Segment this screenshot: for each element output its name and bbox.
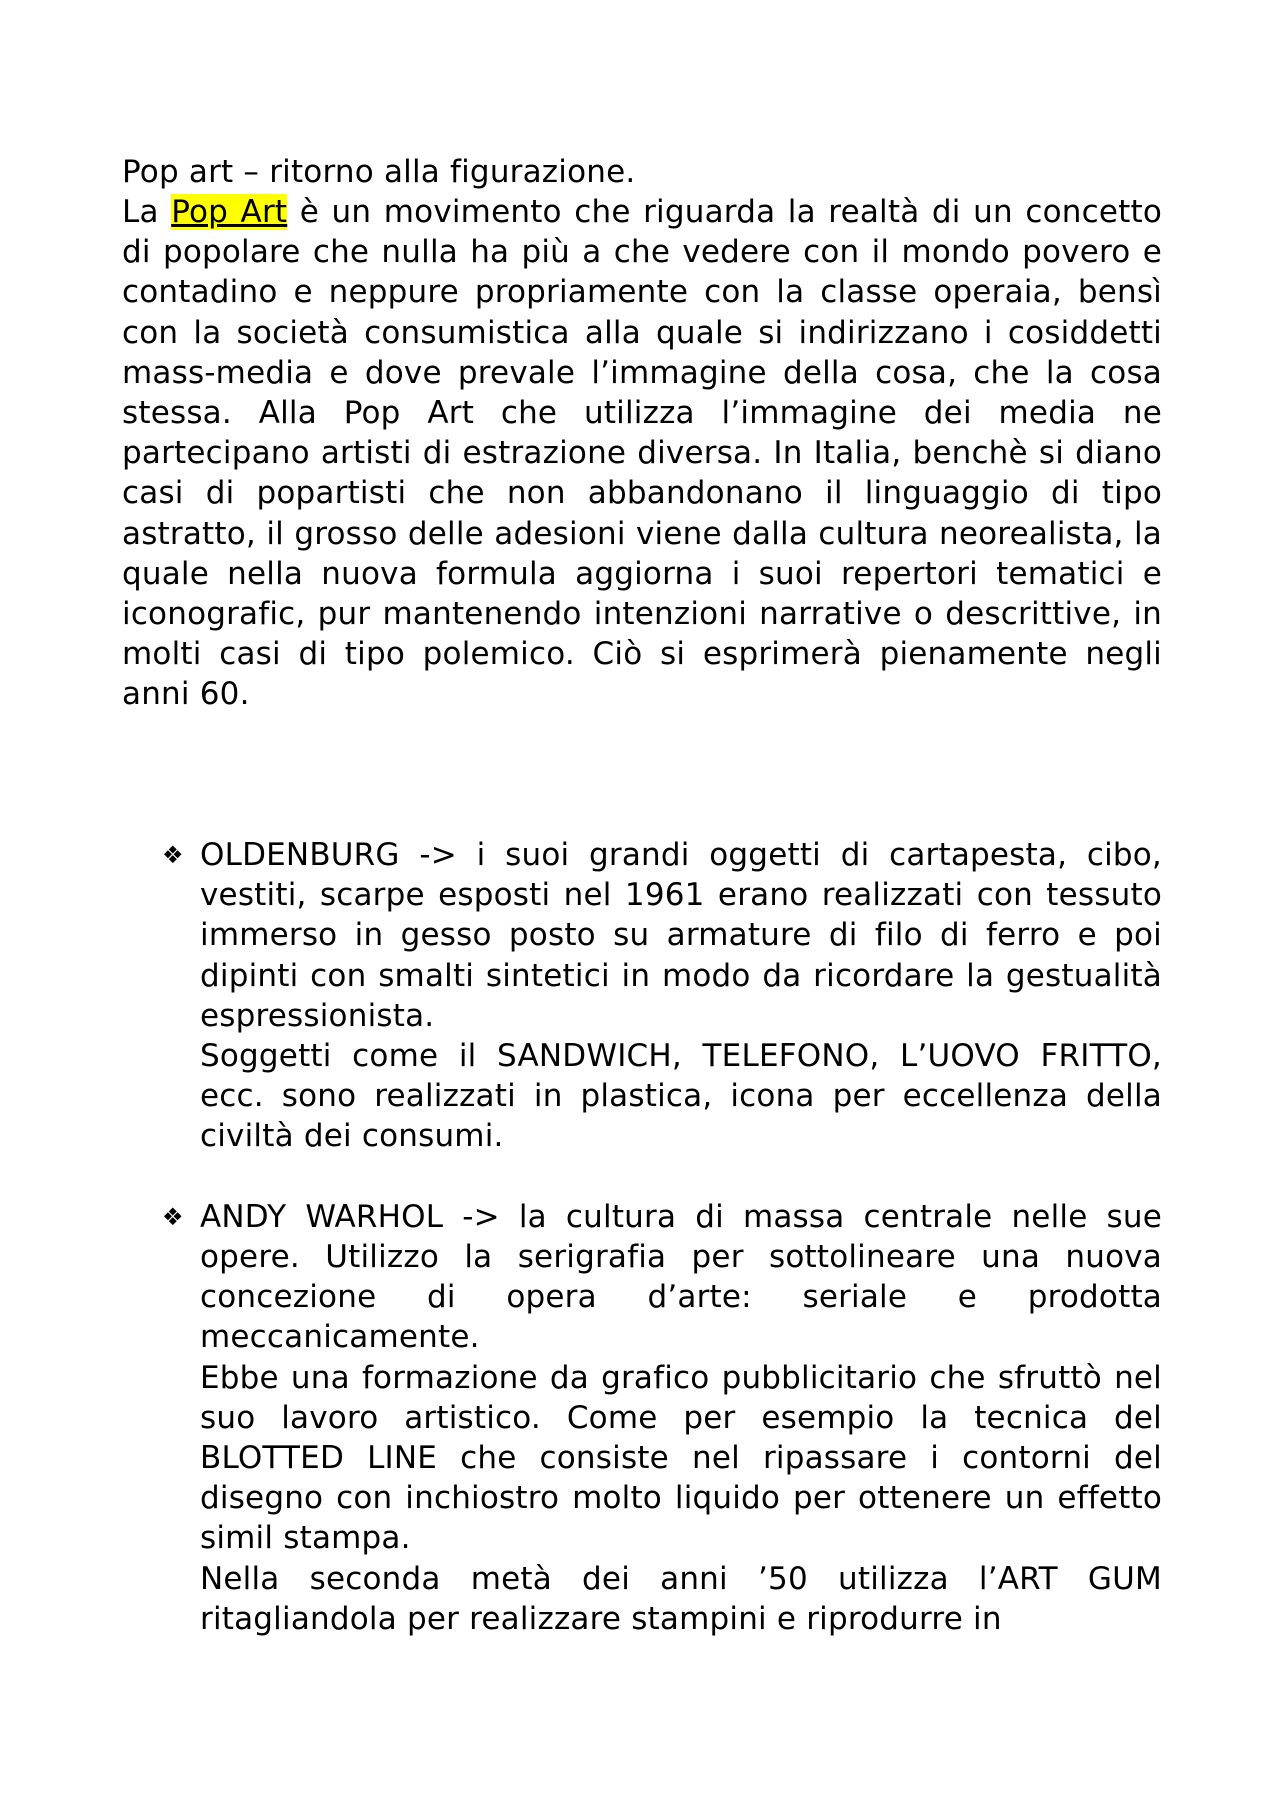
- intro-body: è un movimento che riguarda la realtà di un concetto di popolare che nulla ha più a che vedere con il mondo povero e contadino e neppure propriamente con la classe operaia, bensì con la società consumistica alla quale si indirizzano i cosiddetti mass-media e dove prevale l’immagine della cosa, che la cosa stessa. Alla Pop Art che utilizza l’immagine dei media ne partecipano artisti di estrazione diversa. In Italia, benchè si diano casi di popartisti che non abbandonano il linguaggio di tipo astratto, il grosso delle adesioni viene dalla cultura neorealista, la quale nella nuova formula aggiorna i suoi repertori tematici e iconografic, pur mantenendo intenzioni narrative o descrittive, in molti casi di tipo polemico. Ciò si esprimerà pienamente negli anni 60.: [122, 194, 1162, 713]
- diamond-bullet-icon: ❖: [162, 1202, 184, 1231]
- bullet-paragraph: Ebbe una formazione da grafico pubblicitario che sfruttò nel suo lavoro artistico. Come per esempio la tecnica del BLOTTED LINE che consiste nel ripassare i contorni del disegno con inchiostro molto liquido per ottenere un effetto simil stampa.: [200, 1359, 1162, 1557]
- bullet-item-oldenburg: [122, 835, 1162, 1157]
- bullet-item-warhol: [122, 1197, 1162, 1639]
- bullet-paragraph: Soggetti come il SANDWICH, TELEFONO, L’UOVO FRITTO, ecc. sono realizzati in plastica, icona per eccellenza della civiltà dei consumi.: [200, 1038, 1162, 1155]
- bullet-paragraph: ANDY WARHOL -> la cultura di massa centrale nelle sue opere. Utilizzo la serigrafia per sottolineare una nuova concezione di opera d’arte: seriale e prodotta meccanicamente.: [200, 1198, 1162, 1356]
- intro-lead: La: [122, 194, 172, 230]
- bullet-list: [122, 835, 1162, 1679]
- bullet-paragraph: OLDENBURG -> i suoi grandi oggetti di cartapesta, cibo, vestiti, scarpe esposti nel 1961 erano realizzati con tessuto immerso in gesso posto su armature di filo di ferro e poi dipinti con smalti sintetici in modo da ricordare la gestualità espressionista.: [200, 837, 1162, 1034]
- intro-paragraph: [122, 192, 1162, 715]
- diamond-bullet-icon: ❖: [162, 841, 184, 869]
- bullet-paragraph: Nella seconda metà dei anni ’50 utilizza l’ART GUM ritagliandola per realizzare stampini e riprodurre in: [200, 1560, 1162, 1637]
- highlighted-term: Pop Art: [171, 194, 288, 230]
- document-title: Pop art – ritorno alla figurazione.: [122, 154, 636, 190]
